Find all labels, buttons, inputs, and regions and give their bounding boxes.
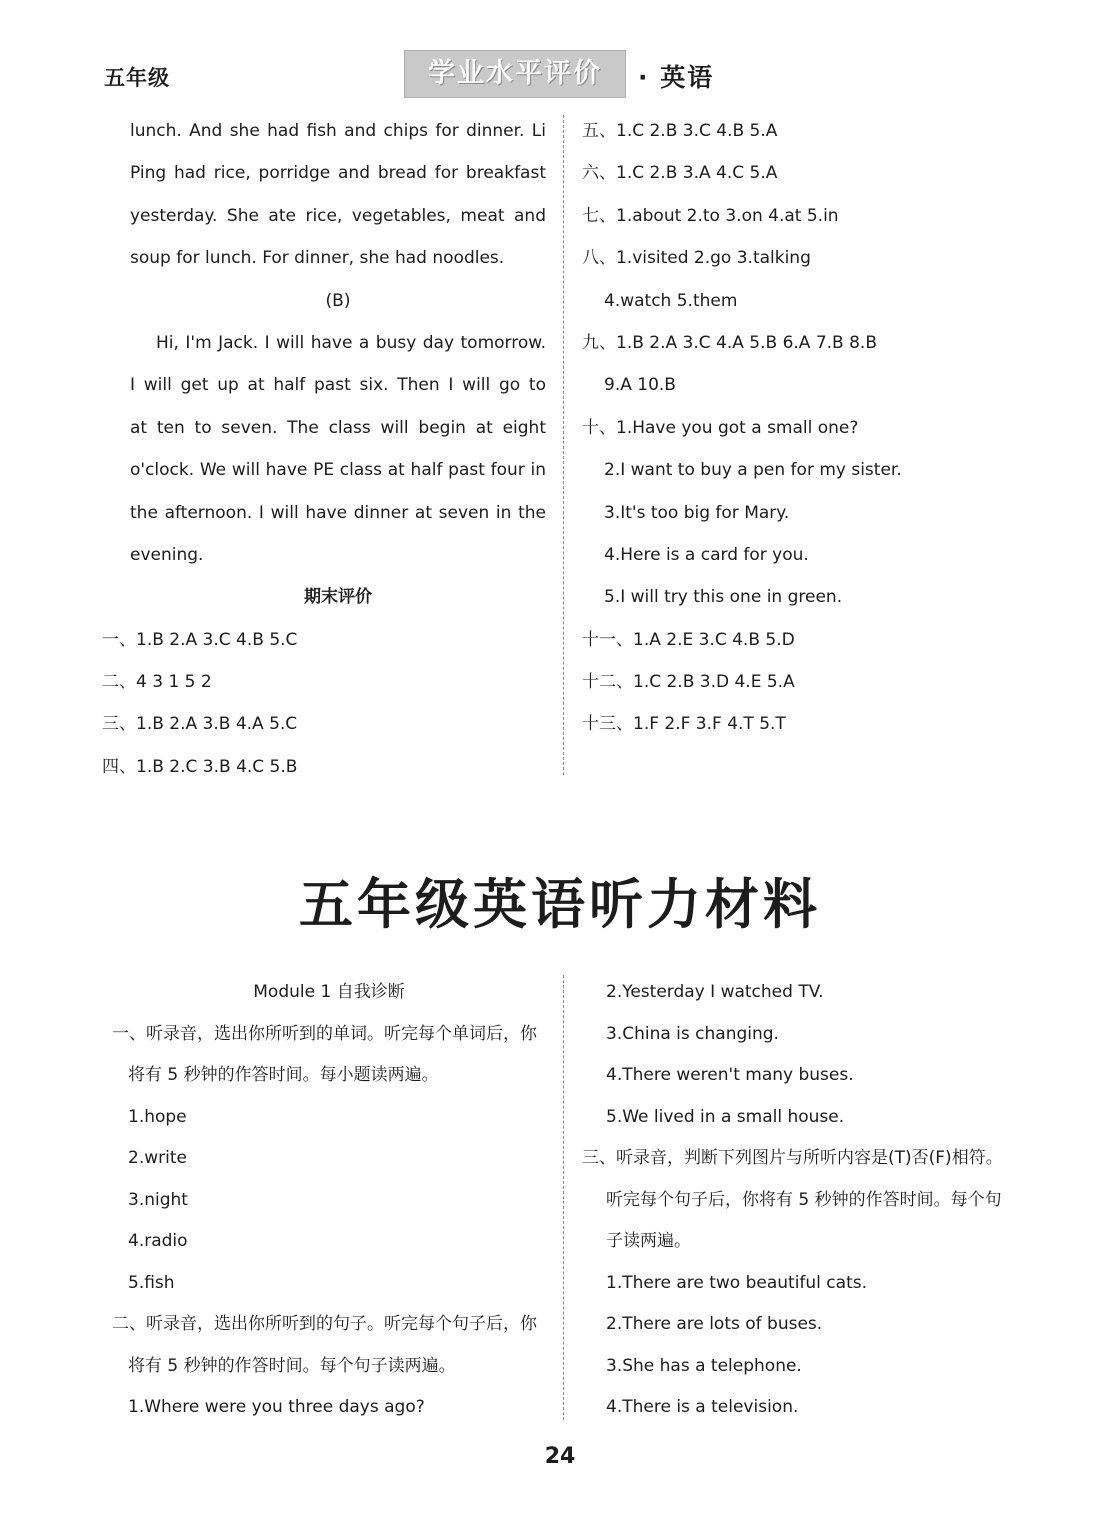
answer-line: 四、1.B 2.C 3.B 4.C 5.B [102, 756, 298, 777]
column-divider [563, 115, 564, 775]
listening-item: 4.There is a television. [606, 1397, 799, 1417]
question-instruction: 二、听录音，选出你所听到的句子。听完每个句子后，你 [112, 1314, 537, 1334]
question-instruction: 将有 5 秒钟的作答时间。每小题读两遍。 [128, 1065, 439, 1085]
passage-b-line: evening. [130, 544, 204, 565]
answer-column-right-top [582, 110, 1002, 746]
listening-item: 4.There weren't many buses. [606, 1065, 854, 1085]
answer-line-continued: 9.A 10.B [604, 375, 676, 396]
answer-column-left-top [102, 110, 546, 788]
listening-item: 5.We lived in a small house. [606, 1106, 845, 1127]
module-heading: Module 1 自我诊断 [253, 982, 405, 1002]
answer-line: 三、1.B 2.A 3.B 4.A 5.C [102, 714, 298, 735]
listening-item: 2.write [128, 1148, 187, 1168]
final-evaluation-title: 期末评价 [304, 587, 372, 608]
answer-line: 八、1.visited 2.go 3.talking [582, 248, 811, 269]
passage-a-line: yesterday. She ate rice, vegetables, meat and [130, 205, 546, 226]
grade-label: 五年级 [104, 66, 170, 90]
listening-item: 5.fish [128, 1272, 175, 1293]
answer-line-continued: 4.watch 5.them [604, 290, 738, 311]
answer-line: 六、1.C 2.B 3.A 4.C 5.A [582, 163, 778, 184]
listening-item: 1.hope [128, 1106, 187, 1127]
answer-line: 九、1.B 2.A 3.C 4.A 5.B 6.A 7.B 8.B [582, 332, 877, 353]
listening-item: 3.China is changing. [606, 1023, 779, 1044]
question-instruction: 将有 5 秒钟的作答时间。每个句子读两遍。 [128, 1355, 456, 1376]
question-instruction: 一、听录音，选出你所听到的单词。听完每个单词后，你 [112, 1023, 537, 1044]
passage-b-line: Hi, I'm Jack. I will have a busy day tomorrow. [156, 332, 546, 353]
question-instruction: 子读两遍。 [606, 1231, 691, 1251]
answer-line: 十一、1.A 2.E 3.C 4.B 5.D [582, 629, 795, 650]
column-divider [563, 975, 564, 1420]
passage-a-line: lunch. And she had fish and chips for dinner. Li [130, 121, 546, 141]
answer-line-continued: 5.I will try this one in green. [604, 587, 843, 608]
listening-item: 2.There are lots of buses. [606, 1314, 823, 1334]
answer-line: 十、1.Have you got a small one? [582, 417, 859, 438]
listening-item: 4.radio [128, 1231, 188, 1251]
listening-item: 2.Yesterday I watched TV. [606, 982, 824, 1002]
listening-column-right [582, 972, 1032, 1429]
answer-line-continued: 2.I want to buy a pen for my sister. [604, 460, 902, 481]
section-title: 五年级英语听力材料 [299, 873, 821, 936]
listening-column-left [112, 972, 546, 1429]
passage-b-label: (B) [325, 290, 351, 311]
passage-b-line: at ten to seven. The class will begin at eight [130, 417, 546, 438]
passage-b-line: the afternoon. I will have dinner at seven in the [130, 502, 546, 523]
passage-b-line: I will get up at half past six. Then I will go to [130, 375, 546, 396]
question-instruction: 三、听录音，判断下列图片与所听内容是(T)否(F)相符。 [582, 1148, 1003, 1168]
passage-b-line: o'clock. We will have PE class at half past four in [130, 460, 546, 481]
answer-line: 二、4 3 1 5 2 [102, 672, 212, 693]
passage-a-line: soup for lunch. For dinner, she had noodles. [130, 248, 505, 269]
book-title-banner: 学业水平评价 [404, 50, 626, 98]
subject-label: · 英语 [638, 63, 715, 92]
question-instruction: 听完每个句子后，你将有 5 秒钟的作答时间。每个句 [606, 1189, 1002, 1210]
answer-line: 一、1.B 2.A 3.C 4.B 5.C [102, 629, 298, 650]
answer-line-continued: 3.It's too big for Mary. [604, 502, 790, 523]
listening-item: 3.She has a telephone. [606, 1355, 802, 1376]
answer-line: 十三、1.F 2.F 3.F 4.T 5.T [582, 714, 786, 735]
listening-item: 3.night [128, 1189, 188, 1210]
page-number: 24 [544, 1444, 576, 1469]
listening-item: 1.Where were you three days ago? [128, 1397, 425, 1417]
answer-line: 十二、1.C 2.B 3.D 4.E 5.A [582, 672, 795, 693]
listening-item: 1.There are two beautiful cats. [606, 1272, 867, 1293]
answer-line: 五、1.C 2.B 3.C 4.B 5.A [582, 121, 778, 141]
answer-line: 七、1.about 2.to 3.on 4.at 5.in [582, 205, 839, 226]
answer-line-continued: 4.Here is a card for you. [604, 544, 809, 565]
passage-a-line: Ping had rice, porridge and bread for breakfast [130, 163, 546, 184]
